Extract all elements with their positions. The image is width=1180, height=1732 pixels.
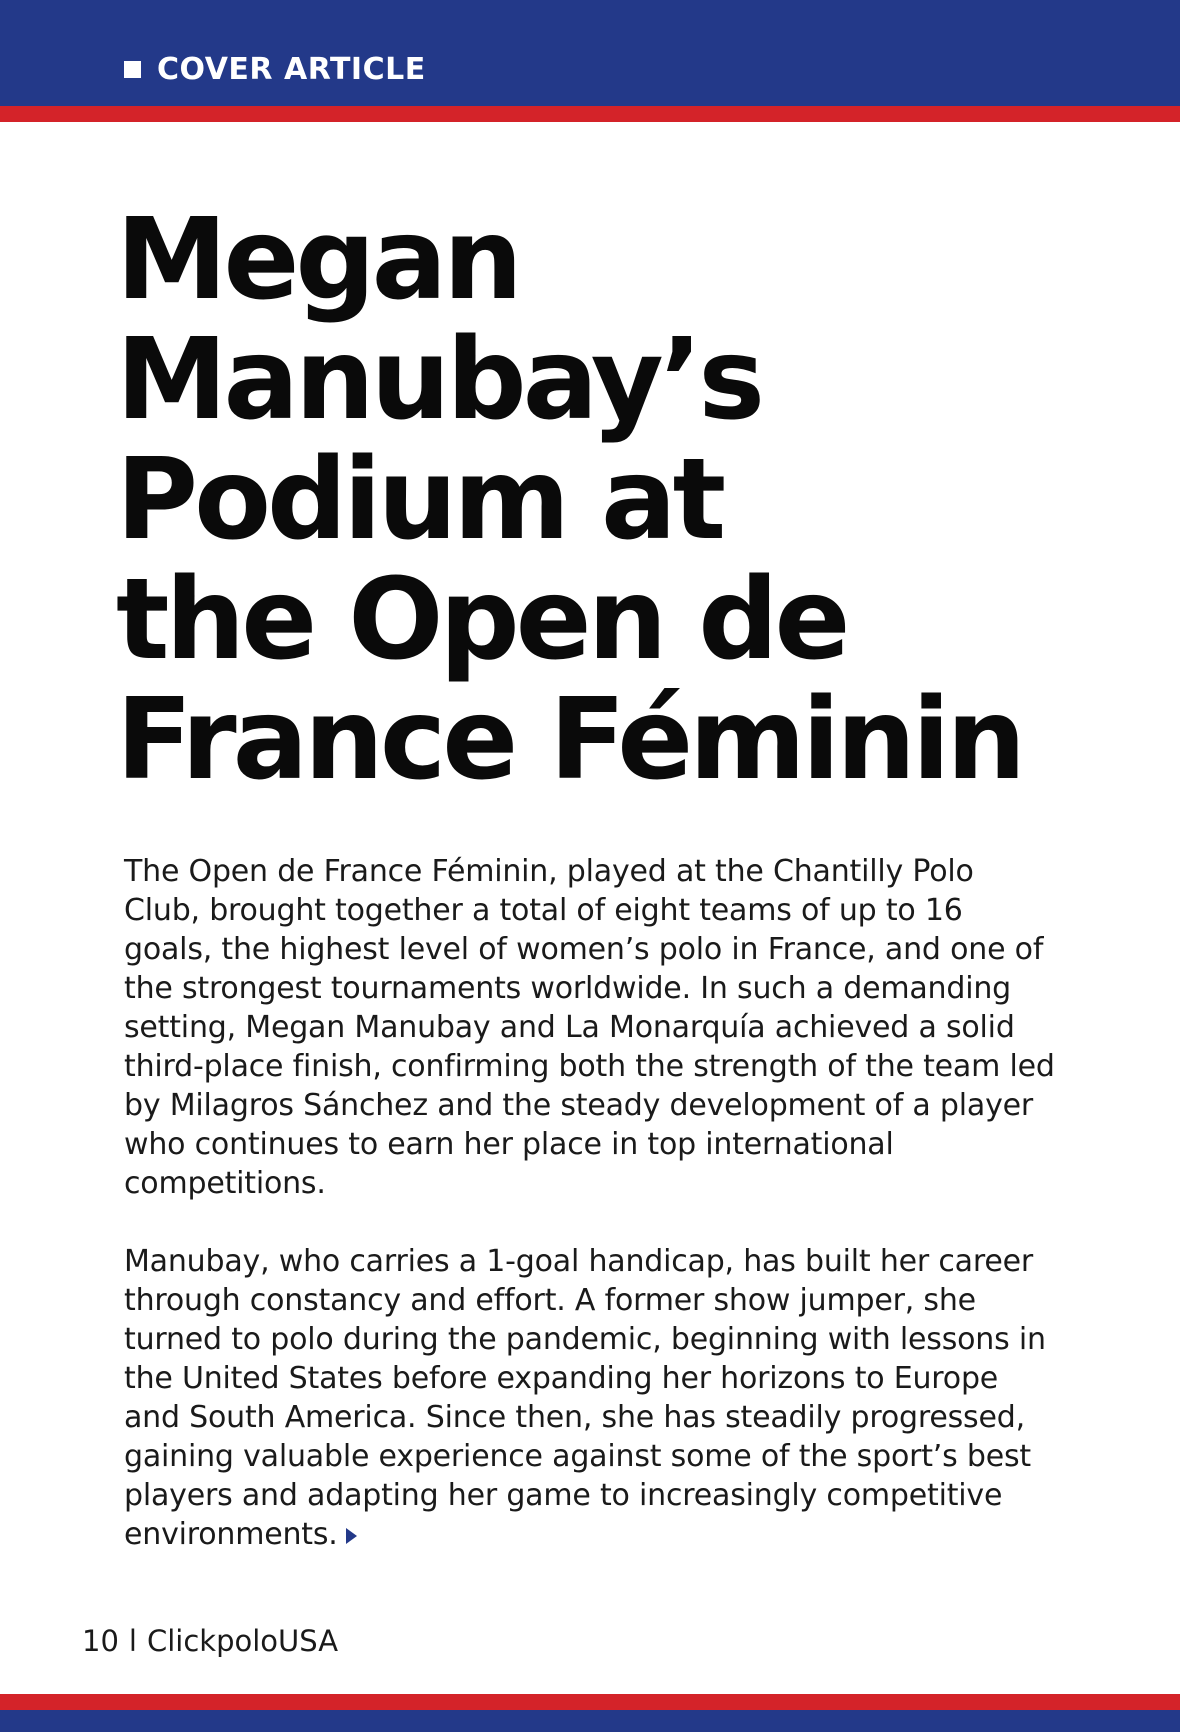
paragraph-1 [124, 852, 1084, 1203]
text-line: setting, Megan Manubay and La Monarquía achieved a solid [124, 1010, 1015, 1045]
title-line: the Open de [116, 555, 847, 685]
article-body [124, 852, 1084, 1593]
title-line: France Féminin [116, 675, 1023, 805]
title-line: Megan [116, 195, 519, 325]
title-line: Manubay’s [116, 315, 762, 445]
article-title [116, 195, 1116, 805]
section-label [124, 52, 426, 87]
section-label-text: COVER ARTICLE [157, 52, 426, 87]
text-line: and South America. Since then, she has steadily progressed, [124, 1400, 1025, 1435]
page-number: 10 [82, 1624, 119, 1658]
footer-band [0, 1710, 1180, 1732]
text-line [124, 1515, 1084, 1554]
text-line: by Milagros Sánchez and the steady development of a player [124, 1088, 1034, 1123]
text-line: goals, the highest level of women’s polo in France, and one of [124, 932, 1044, 967]
header-stripe [0, 106, 1180, 122]
text-line: who continues to earn her place in top international [124, 1127, 894, 1162]
triangle-right-icon [346, 1528, 357, 1544]
text-line: turned to polo during the pandemic, beginning with lessons in [124, 1322, 1046, 1357]
text-line: through constancy and effort. A former show jumper, she [124, 1283, 976, 1318]
title-line: Podium at [116, 435, 723, 565]
footer-stripe [0, 1694, 1180, 1710]
publication-name: ClickpoloUSA [146, 1624, 339, 1658]
page-footer [82, 1624, 338, 1658]
text-line: competitions. [124, 1166, 326, 1201]
text-line: Manubay, who carries a 1-goal handicap, has built her career [124, 1244, 1033, 1279]
text-line: gaining valuable experience against some of the sport’s best [124, 1439, 1031, 1474]
text-line: the strongest tournaments worldwide. In such a demanding [124, 971, 1011, 1006]
text-line: the United States before expanding her horizons to Europe [124, 1361, 999, 1396]
paragraph-2 [124, 1242, 1084, 1554]
last-line-text: environments. [124, 1517, 338, 1552]
footer-separator: l [128, 1624, 137, 1658]
text-line: The Open de France Féminin, played at the Chantilly Polo [124, 854, 974, 889]
square-bullet-icon [124, 61, 141, 78]
text-line: Club, brought together a total of eight teams of up to 16 [124, 893, 963, 928]
text-line: third-place finish, confirming both the strength of the team led [124, 1049, 1055, 1084]
text-line: players and adapting her game to increasingly competitive [124, 1478, 1003, 1513]
